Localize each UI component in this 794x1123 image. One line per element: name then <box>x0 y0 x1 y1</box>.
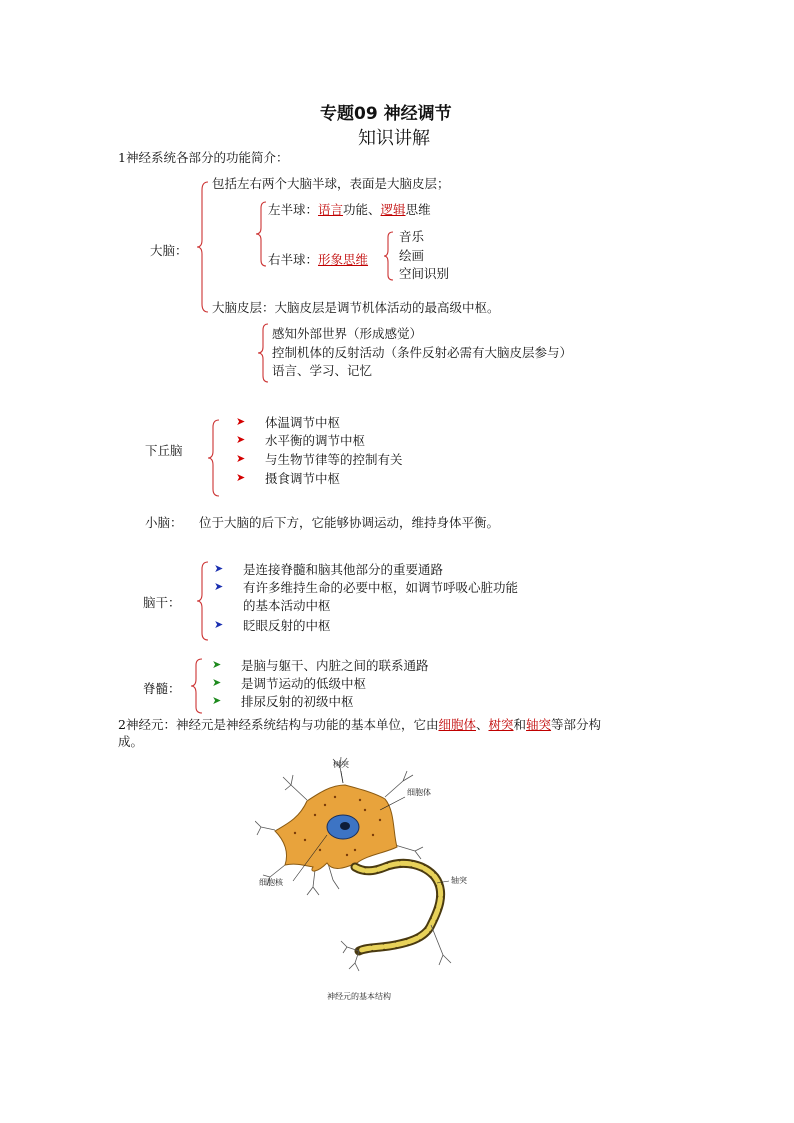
hypothalamus-brace <box>207 418 221 498</box>
section2-text1: 神经元是神经系统结构与功能的基本单位，它由 <box>175 717 439 732</box>
spinal-label: 脊髓： <box>143 681 181 696</box>
brainstem-label: 脑干： <box>143 595 181 610</box>
brainstem-item-2-cont: 的基本活动中枢 <box>243 598 331 613</box>
arrow-bullet-icon: ➤ <box>236 452 246 465</box>
myelin-sheath <box>355 863 441 951</box>
neuron-diagram <box>255 755 495 1005</box>
brainstem-item-2: 有许多维持生命的必要中枢，如调节呼吸心脏功能 <box>243 580 519 595</box>
left-hemisphere-line <box>268 202 431 218</box>
spinal-brace <box>190 657 204 715</box>
hypothalamus-item-1: 体温调节中枢 <box>265 415 341 430</box>
brainstem-item-3: 眨眼反射的中枢 <box>243 618 331 633</box>
spinal-item-3: 排尿反射的初级中枢 <box>241 694 354 709</box>
right-item-drawing: 绘画 <box>399 248 425 263</box>
section2-line1 <box>118 717 601 733</box>
arrow-bullet-icon: ➤ <box>212 676 222 689</box>
label-nucleus: 细胞核 <box>259 878 283 887</box>
hypothalamus-item-3: 与生物节律等的控制有关 <box>265 452 403 467</box>
left-hemisphere-mid: 功能、 <box>343 202 381 217</box>
hypothalamus-label: 下丘脑 <box>145 443 183 458</box>
section2-text2: 等部分构 <box>551 717 602 732</box>
keyword-logic: 逻辑 <box>380 202 406 217</box>
left-hemisphere-suffix: 思维 <box>405 202 431 217</box>
page-title: 专题09 神经调节 <box>320 104 452 124</box>
arrow-bullet-icon: ➤ <box>236 433 246 446</box>
page-subtitle: 知识讲解 <box>358 128 430 149</box>
keyword-imagery: 形象思维 <box>318 252 369 267</box>
arrow-bullet-icon: ➤ <box>214 618 224 631</box>
cortex-item-language: 语言、学习、记忆 <box>272 363 373 378</box>
hypothalamus-item-2: 水平衡的调节中枢 <box>265 433 366 448</box>
arrow-bullet-icon: ➤ <box>212 658 222 671</box>
keyword-language: 语言 <box>318 202 344 217</box>
brainstem-brace <box>196 560 210 642</box>
cortex-item-reflex: 控制机体的反射活动（条件反射必需有大脑皮层参与） <box>272 345 573 360</box>
right-item-music: 音乐 <box>399 229 425 244</box>
right-item-spatial: 空间识别 <box>399 266 450 281</box>
dana-line1: 包括左右两个大脑半球，表面是大脑皮层； <box>212 176 450 191</box>
dana-label: 大脑： <box>150 243 188 258</box>
arrow-bullet-icon: ➤ <box>214 562 224 575</box>
hemisphere-brace <box>254 200 268 268</box>
arrow-bullet-icon: ➤ <box>236 471 246 484</box>
cerebellum-label: 小脑： <box>145 515 183 530</box>
left-hemisphere-prefix: 左半球： <box>268 202 319 217</box>
right-hemisphere-line <box>268 252 368 268</box>
hypothalamus-item-4: 摄食调节中枢 <box>265 471 341 486</box>
label-dendrite: 树突 <box>333 760 349 769</box>
keyword-dendrite: 树突 <box>488 717 514 732</box>
cerebellum-text: 位于大脑的后下方，它能够协调运动，维持身体平衡。 <box>199 515 500 530</box>
spinal-item-2: 是调节运动的低级中枢 <box>241 676 367 691</box>
right-hemisphere-prefix: 右半球： <box>268 252 319 267</box>
cortex-brace <box>256 322 270 384</box>
section1-heading: 1神经系统各部分的功能简介： <box>118 150 289 165</box>
arrow-bullet-icon: ➤ <box>214 580 224 593</box>
arrow-bullet-icon: ➤ <box>212 694 222 707</box>
cortex-line: 大脑皮层：大脑皮层是调节机体活动的最高级中枢。 <box>212 300 500 315</box>
nucleolus-shape <box>340 822 350 830</box>
brainstem-item-1: 是连接脊髓和脑其他部分的重要通路 <box>243 562 444 577</box>
section2-and: 和 <box>513 717 527 732</box>
dana-brace <box>196 180 210 314</box>
axon-shape <box>355 863 441 951</box>
cortex-item-perception: 感知外部世界（形成感觉） <box>272 326 423 341</box>
section2-heading: 2神经元： <box>118 717 176 732</box>
label-cellbody: 细胞体 <box>407 788 431 797</box>
section2-sep: 、 <box>475 717 489 732</box>
section2-line2: 成。 <box>118 734 144 749</box>
keyword-axon: 轴突 <box>526 717 552 732</box>
arrow-bullet-icon: ➤ <box>236 415 246 428</box>
spinal-item-1: 是脑与躯干、内脏之间的联系通路 <box>241 658 429 673</box>
keyword-cellbody: 细胞体 <box>438 717 476 732</box>
figure-caption: 神经元的基本结构 <box>327 992 391 1001</box>
label-axon: 轴突 <box>451 876 467 885</box>
right-hemisphere-brace <box>383 230 395 282</box>
